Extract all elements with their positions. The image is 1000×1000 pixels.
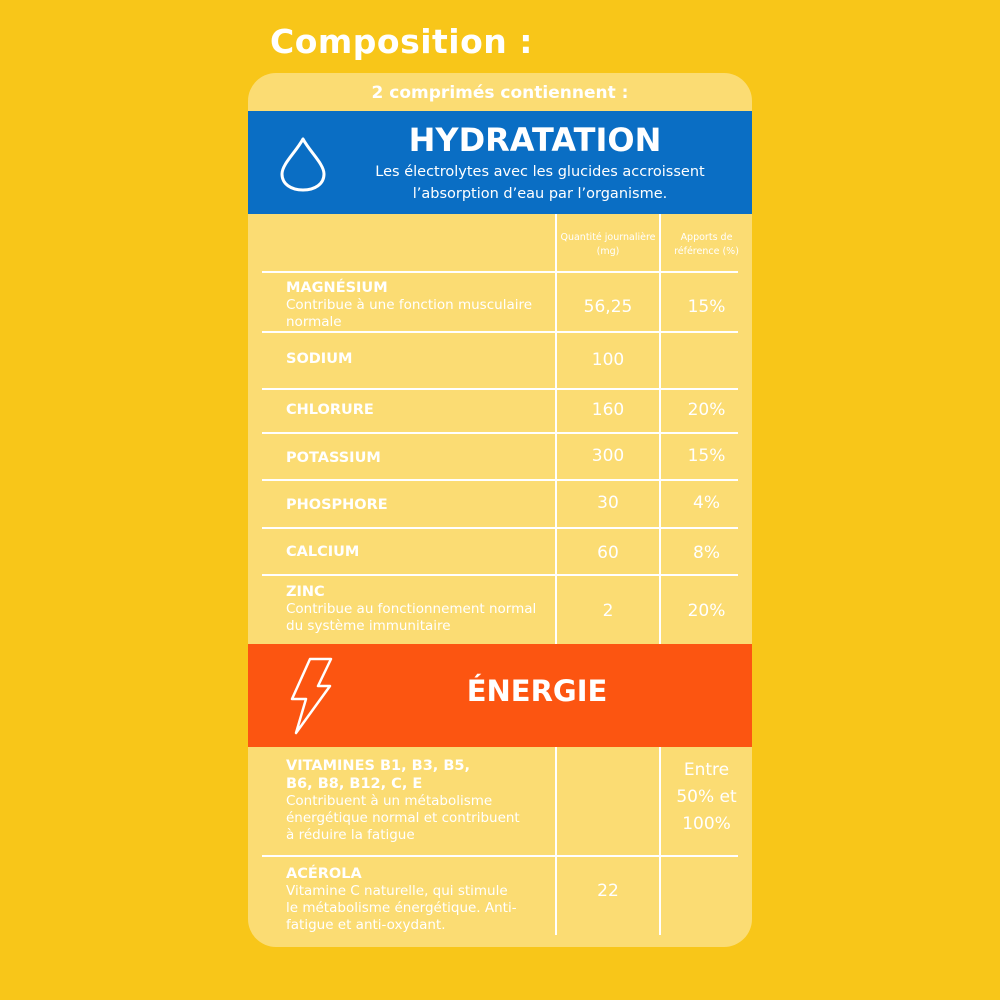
nutrient-description: le métabolisme énergétique. Anti-	[286, 900, 517, 916]
composition-card	[248, 73, 752, 947]
reference-value: 15%	[687, 446, 726, 466]
nutrient-cell	[286, 401, 546, 419]
table-row	[248, 747, 752, 855]
energy-title: ÉNERGIE	[466, 674, 608, 708]
reference-value: 15%	[687, 297, 726, 317]
nutrient-description: du système immunitaire	[286, 618, 451, 634]
table-row	[248, 390, 752, 432]
nutrient-cell	[286, 757, 546, 844]
nutrient-cell	[286, 279, 546, 331]
table-row	[248, 333, 752, 388]
nutrient-description: énergétique normal et contribuent	[286, 810, 520, 826]
nutrient-description: normale	[286, 314, 342, 330]
reference-column-header: Apports de référence (%)	[674, 232, 739, 257]
quantity-value: 160	[591, 400, 625, 420]
nutrient-name: ACÉROLA	[286, 866, 362, 882]
nutrient-name: MAGNÉSIUM	[286, 280, 388, 296]
reference-value: 4%	[693, 493, 720, 513]
nutrient-cell	[286, 583, 546, 635]
quantity-value: 30	[597, 493, 619, 513]
reference-value: Entre 50% et 100%	[676, 760, 737, 834]
nutrient-description: Contribue à une fonction musculaire	[286, 297, 533, 313]
table-row	[248, 576, 752, 644]
nutrient-cell	[286, 350, 546, 368]
nutrient-name: PHOSPHORE	[286, 497, 388, 513]
card-subtitle: 2 comprimés contiennent :	[371, 83, 629, 103]
quantity-value: 56,25	[583, 297, 633, 317]
nutrient-name: ZINC	[286, 584, 325, 600]
nutrient-name: SODIUM	[286, 351, 353, 367]
nutrient-name: POTASSIUM	[286, 450, 381, 466]
nutrient-name: CHLORURE	[286, 402, 374, 418]
nutrient-description: fatigue et anti-oxydant.	[286, 917, 446, 933]
nutrient-description: Vitamine C naturelle, qui stimule	[286, 883, 508, 899]
nutrient-name: CALCIUM	[286, 544, 360, 560]
quantity-value: 60	[597, 543, 619, 563]
page-title: Composition :	[270, 22, 533, 61]
nutrient-cell	[286, 449, 546, 467]
reference-value: 20%	[687, 601, 726, 621]
hydration-title: HYDRATATION	[408, 121, 662, 159]
reference-value: 8%	[693, 543, 720, 563]
nutrient-cell	[286, 543, 546, 561]
table-row	[248, 857, 752, 947]
nutrient-name: VITAMINES B1, B3, B5,	[286, 758, 471, 774]
nutrient-cell	[286, 496, 546, 514]
table-row	[248, 273, 752, 331]
quantity-value: 100	[591, 350, 625, 370]
nutrient-name: B6, B8, B12, C, E	[286, 776, 423, 792]
nutrient-description: Contribue au fonctionnement normal	[286, 601, 537, 617]
quantity-value: 300	[591, 446, 625, 466]
nutrient-description: à réduire la fatigue	[286, 827, 415, 843]
table-row	[248, 434, 752, 479]
nutrient-description: Contribuent à un métabolisme	[286, 793, 493, 809]
energy-band	[248, 644, 752, 747]
hydration-description: Les électrolytes avec les glucides accroissent l’absorption d’eau par l’organisme.	[375, 164, 705, 202]
table-row	[248, 529, 752, 574]
table-row	[248, 481, 752, 527]
quantity-value: 2	[602, 601, 614, 621]
reference-value: 20%	[687, 400, 726, 420]
quantity-column-header: Quantité journalière (mg)	[560, 232, 656, 257]
quantity-value: 22	[597, 881, 619, 901]
hydration-band	[248, 111, 752, 214]
nutrient-cell	[286, 865, 546, 934]
